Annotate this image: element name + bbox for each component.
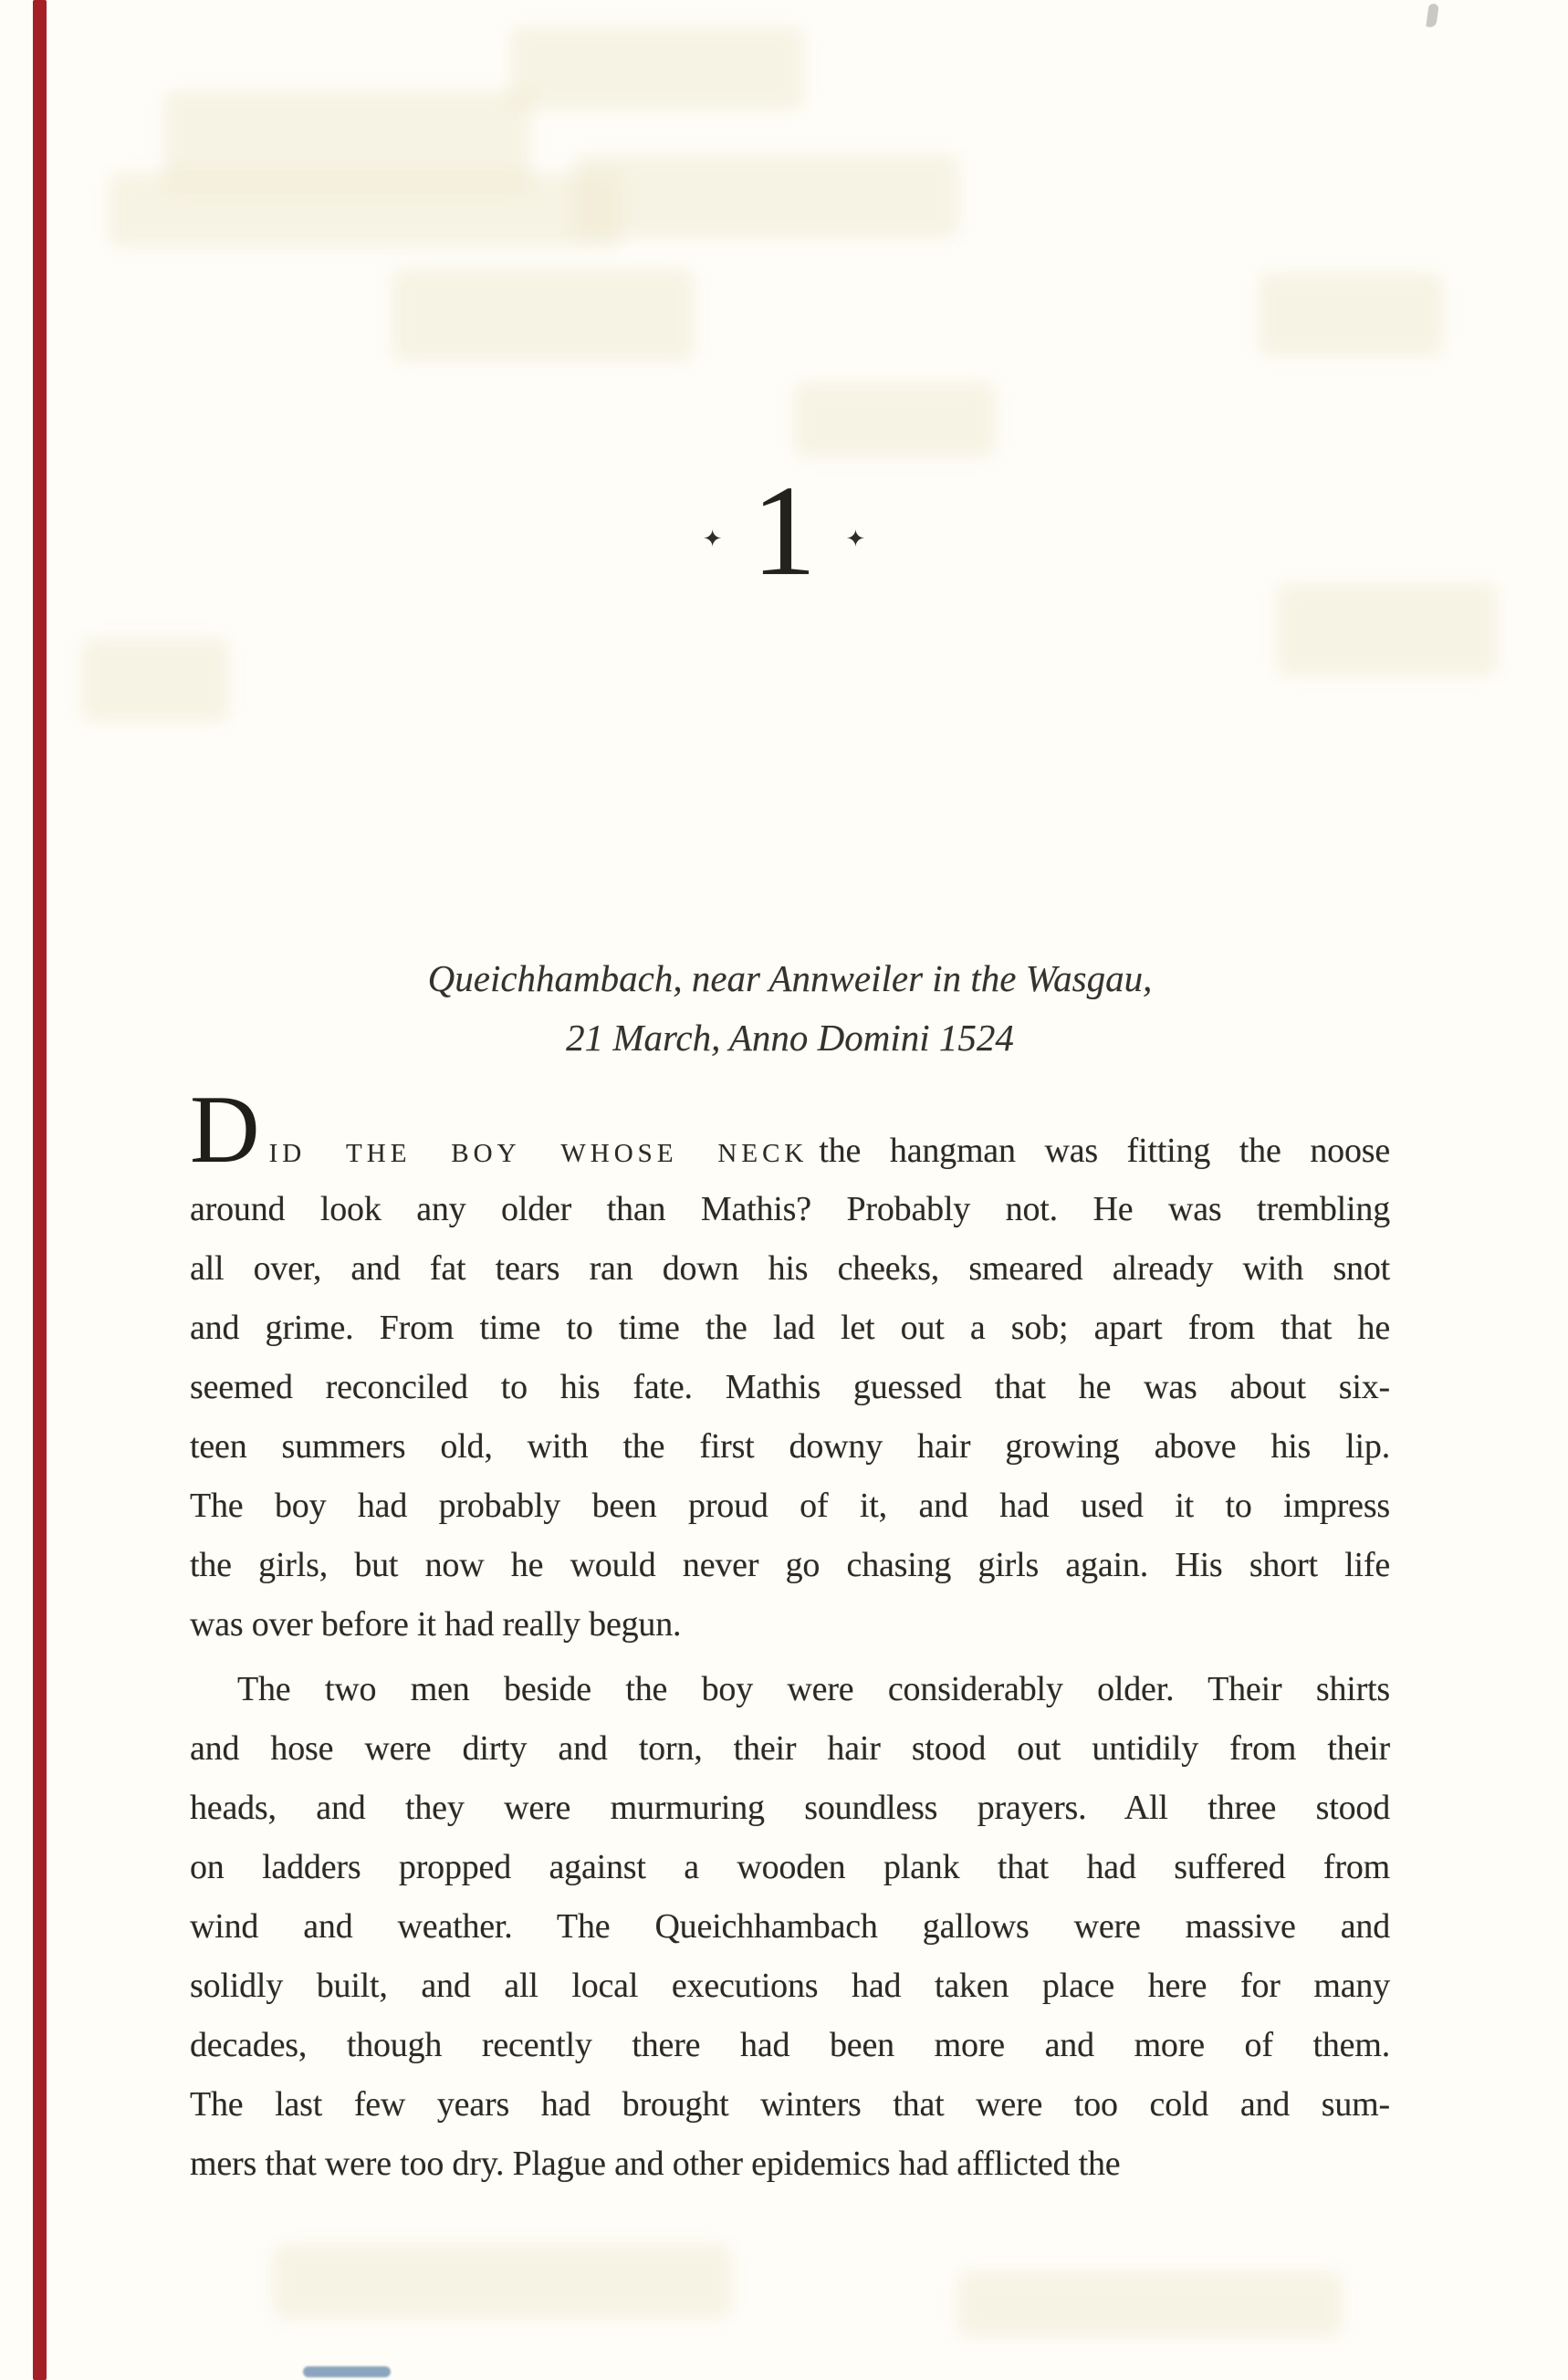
body-line: teen summers old, with the first downy hair growing above his lip. bbox=[190, 1427, 1390, 1466]
body-line: decades, though recently there had been more and more of them. bbox=[190, 2026, 1390, 2064]
line-text: the hangman was fitting the noose bbox=[819, 1132, 1390, 1170]
body-line: heads, and they were murmuring soundless prayers. All three stood bbox=[190, 1789, 1390, 1827]
epigraph bbox=[190, 949, 1390, 1068]
body-line: all over, and fat tears ran down his cheeks, smeared already with snot bbox=[190, 1249, 1390, 1288]
body-line: and grime. From time to time the lad let out a sob; apart from that he bbox=[190, 1309, 1390, 1347]
book-spine-edge bbox=[33, 0, 47, 2380]
epigraph-line: 21 March, Anno Domini 1524 bbox=[566, 1017, 1014, 1059]
body-line: and hose were dirty and torn, their hair stood out untidily from their bbox=[190, 1729, 1390, 1768]
body-line: around look any older than Mathis? Probably not. He was trembling bbox=[190, 1190, 1390, 1228]
body-line: mers that were too dry. Plague and other epidemics had afflicted the bbox=[190, 2145, 1121, 2183]
show-through-blot bbox=[274, 2245, 730, 2318]
body-line: on ladders propped against a wooden plank that had suffered from bbox=[190, 1848, 1390, 1886]
body-line: the girls, but now he would never go chasing girls again. His short life bbox=[190, 1546, 1390, 1584]
show-through-blot bbox=[1260, 274, 1442, 356]
small-caps-opening: id the boy whose neck bbox=[268, 1129, 809, 1171]
body-line bbox=[190, 1076, 1390, 1183]
ornament-left-icon: ✦ bbox=[702, 526, 723, 552]
body-text bbox=[190, 1076, 1390, 2194]
show-through-blot bbox=[110, 173, 621, 246]
show-through-blot bbox=[958, 2272, 1342, 2336]
body-line: The last few years had brought winters that were too cold and sum- bbox=[190, 2085, 1390, 2124]
show-through-blot bbox=[1278, 584, 1497, 675]
show-through-blot bbox=[392, 269, 694, 360]
show-through-blot bbox=[82, 639, 228, 721]
body-line: The two men beside the boy were considerably older. Their shirts bbox=[237, 1670, 1390, 1708]
body-line: seemed reconciled to his fate. Mathis guessed that he was about six- bbox=[190, 1368, 1390, 1406]
body-line: wind and weather. The Queichhambach gallows were massive and bbox=[190, 1907, 1390, 1946]
ornament-right-icon: ✦ bbox=[845, 526, 866, 552]
epigraph-line: Queichhambach, near Annweiler in the Wasgau, bbox=[427, 957, 1153, 999]
body-line: The boy had probably been proud of it, and had used it to impress bbox=[190, 1487, 1390, 1525]
body-line: solidly built, and all local executions had taken place here for many bbox=[190, 1967, 1390, 2005]
show-through-blot bbox=[794, 383, 995, 456]
chapter-heading bbox=[0, 458, 1568, 602]
raised-initial-cap: D bbox=[190, 1076, 260, 1183]
show-through-blot bbox=[511, 27, 803, 110]
chapter-number: 1 bbox=[751, 458, 817, 602]
body-line: was over before it had really begun. bbox=[190, 1605, 682, 1644]
corner-scan-mark bbox=[1426, 3, 1439, 27]
bottom-page-edge-mark bbox=[303, 2366, 391, 2377]
show-through-blot bbox=[575, 155, 958, 237]
